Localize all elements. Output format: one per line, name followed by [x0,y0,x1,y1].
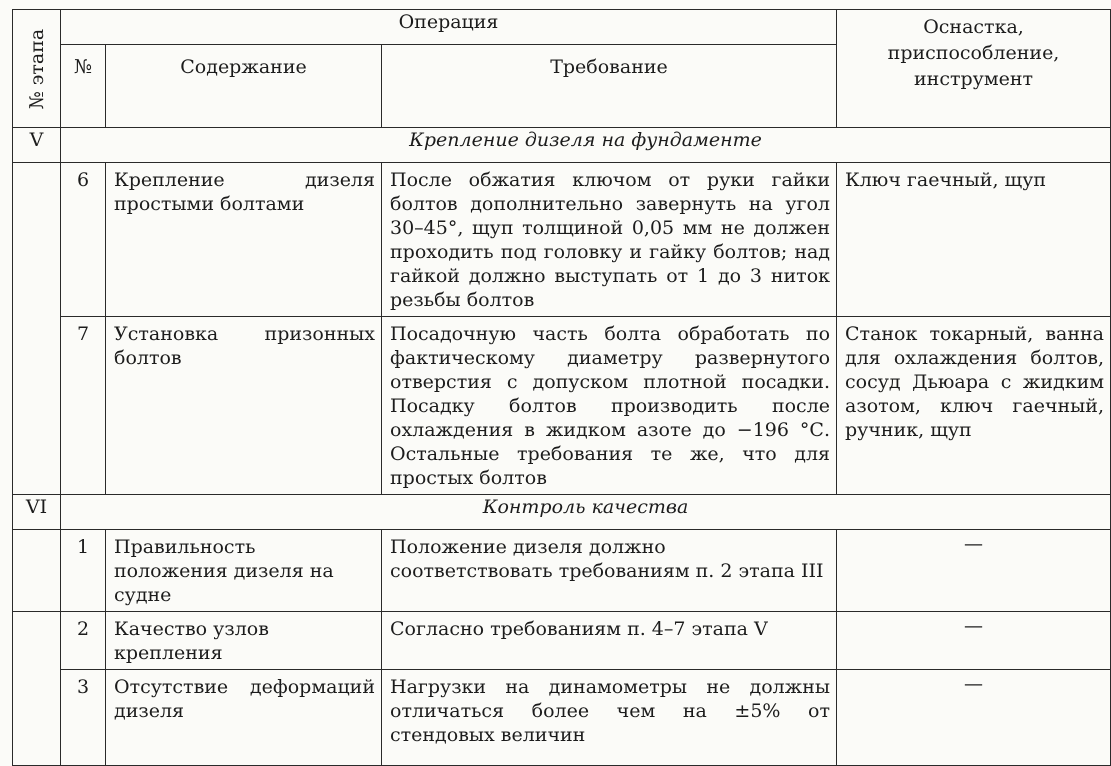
header-row [13,10,1111,45]
stage-cell-empty [13,163,61,495]
row-number: 2 [61,612,106,670]
operation-header: Операция [61,10,837,45]
row-tools: — [837,530,1111,612]
stage-column-header [13,10,61,128]
row-tools: Ключ гаечный, щуп [837,163,1111,317]
table-row [13,530,1111,612]
row-content: Установка призонных болтов [106,317,382,495]
stage-cell-empty [13,612,61,766]
row-requirement: Согласно требованиям п. 4–7 этапа V [382,612,837,670]
row-content: Крепление дизеля простыми болтами [106,163,382,317]
row-number: 3 [61,670,106,766]
row-number: 6 [61,163,106,317]
requirement-header: Требование [382,45,837,128]
stage-number: V [13,128,61,163]
table-row [13,163,1111,317]
table-row [13,612,1111,670]
row-number: 1 [61,530,106,612]
content-header: Содержание [106,45,382,128]
row-tools: — [837,612,1111,670]
row-requirement: Положение дизеля должно соответствовать требованиям п. 2 этапа III [382,530,837,612]
row-content: Качество узлов крепления [106,612,382,670]
operations-table [12,9,1111,766]
section-title: Крепление дизеля на фундаменте [61,128,1111,163]
section-row [13,128,1111,163]
row-requirement: После обжатия ключом от руки гайки болтов дополнительно завернуть на угол 30–45°, щуп толщиной 0,05 мм не должен проходить под головку и гайку болтов; над гайкой должно выступать от 1 до 3 ниток резьбы болтов [382,163,837,317]
section-title: Контроль качества [61,495,1111,530]
row-content: Правильность положения дизеля на судне [106,530,382,612]
row-number: 7 [61,317,106,495]
row-requirement: Нагрузки на динамометры не должны отличаться более чем на ±5% от стендовых величин [382,670,837,766]
tools-header: Оснастка, приспособление, инструмент [837,10,1111,128]
row-tools: Станок токарный, ванна для охлаждения болтов, сосуд Дьюара с жидким азотом, ключ гаечный, ручник, щуп [837,317,1111,495]
stage-header-label: № этапа [25,28,48,109]
row-tools: — [837,670,1111,766]
table-row [13,670,1111,766]
section-row [13,495,1111,530]
row-content: Отсутствие деформаций дизеля [106,670,382,766]
stage-number: VI [13,495,61,530]
num-header: № [61,45,106,128]
row-requirement: Посадочную часть болта обработать по фактическому диаметру развернутого отверстия с допуском плотной посадки. Посадку болтов производить после охлаждения в жидком азоте до −196 °С. Остальные требования те же, что для простых болтов [382,317,837,495]
stage-cell-empty [13,530,61,612]
table-row [13,317,1111,495]
